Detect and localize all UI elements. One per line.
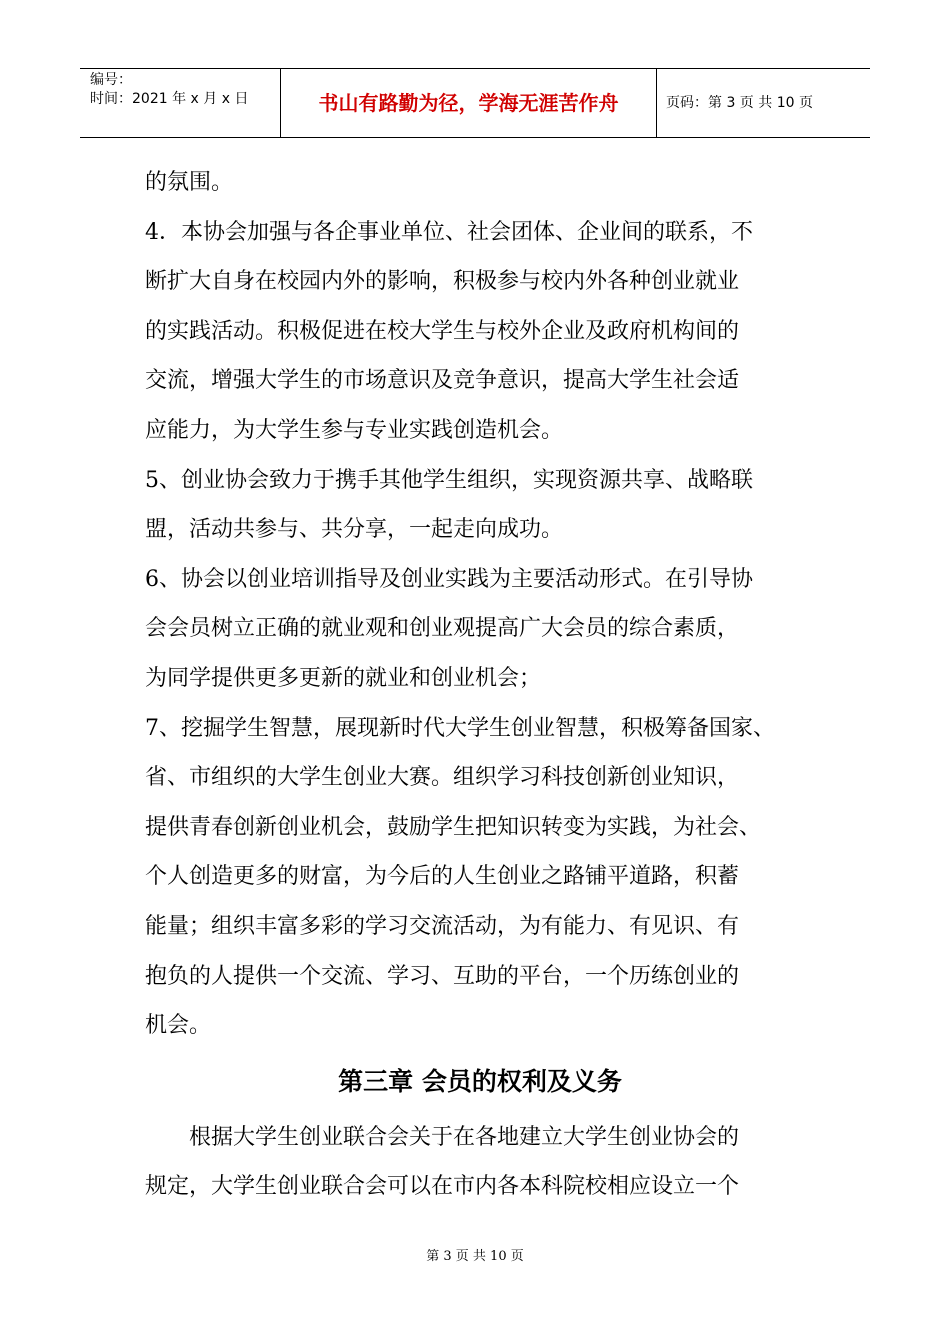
text-line: 的氛围。 bbox=[145, 170, 234, 195]
text-line: 交流，增强大学生的市场意识及竞争意识，提高大学生社会适 bbox=[145, 368, 740, 394]
header-number-label: 编号： bbox=[90, 72, 132, 88]
document-body bbox=[145, 158, 815, 1212]
text-line: 断扩大自身在校园内外的影响，积极参与校内外各种创业就业 bbox=[145, 269, 740, 295]
text-line: 个人创造更多的财富，为今后的人生创业之路铺平道路，积蓄 bbox=[145, 864, 740, 890]
text-line: 会会员树立正确的就业观和创业观提高广大会员的综合素质， bbox=[145, 616, 740, 642]
chapter-title: 第三章 会员的权利及义务 bbox=[338, 1066, 622, 1096]
header-meta bbox=[80, 69, 280, 137]
header-page-info: 页码：第 3 页 共 10 页 bbox=[666, 95, 813, 111]
text-line: 的实践活动。积极促进在校大学生与校外企业及政府机构间的 bbox=[145, 318, 740, 344]
text-line: 为同学提供更多更新的就业和创业机会； bbox=[145, 665, 542, 691]
text-line: 提供青春创新创业机会，鼓励学生把知识转变为实践，为社会、 bbox=[145, 814, 762, 840]
text-line: 机会。 bbox=[145, 1013, 212, 1039]
text-line: 5、创业协会致力于携手其他学生组织，实现资源共享、战略联 bbox=[145, 467, 753, 493]
header-date-label: 时间：2021 年 x 月 x 日 bbox=[90, 91, 249, 107]
text-line: 规定，大学生创业联合会可以在市内各本科院校相应设立一个 bbox=[145, 1174, 740, 1200]
text-line: 能量；组织丰富多彩的学习交流活动，为有能力、有见识、有 bbox=[145, 913, 740, 939]
text-line: 盟，活动共参与、共分享，一起走向成功。 bbox=[145, 517, 564, 543]
header-motto: 书山有路勤为径，学海无涯苦作舟 bbox=[280, 69, 657, 137]
text-line: 应能力，为大学生参与专业实践创造机会。 bbox=[145, 417, 564, 443]
text-line: 6、协会以创业培训指导及创业实践为主要活动形式。在引导协 bbox=[145, 566, 753, 592]
text-line: 7、挖掘学生智慧，展现新时代大学生创业智慧，积极筹备国家、 bbox=[145, 715, 775, 741]
text-line: 4．本协会加强与各企事业单位、社会团体、企业间的联系，不 bbox=[145, 219, 753, 245]
text-line: 抱负的人提供一个交流、学习、互助的平台，一个历练创业的 bbox=[145, 963, 740, 989]
page-footer: 第 3 页 共 10 页 bbox=[426, 1249, 524, 1264]
text-line: 省、市组织的大学生创业大赛。组织学习科技创新创业知识， bbox=[145, 765, 740, 791]
page-header bbox=[80, 68, 870, 138]
text-line: 根据大学生创业联合会关于在各地建立大学生创业协会的 bbox=[189, 1124, 740, 1150]
